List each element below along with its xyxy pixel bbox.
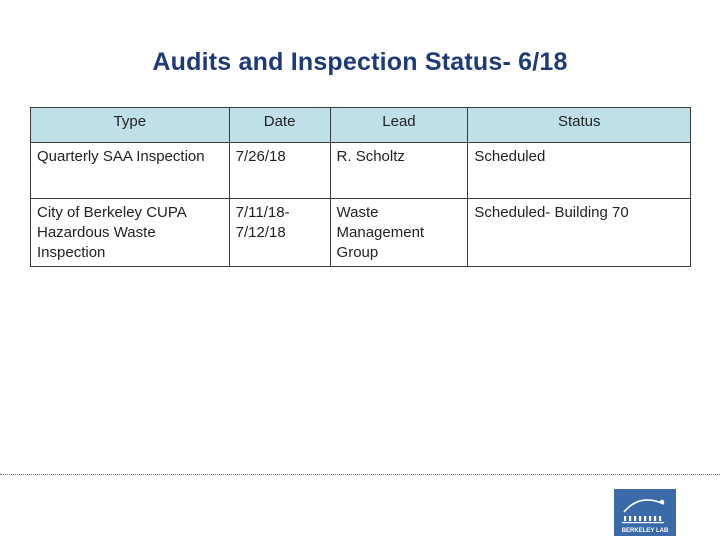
cell-status: Scheduled- Building 70 — [468, 199, 691, 267]
header-type: Type — [31, 108, 230, 143]
table-header-row — [31, 108, 691, 143]
berkeley-lab-logo — [614, 489, 676, 536]
table-row — [31, 199, 691, 267]
cell-type: Quarterly SAA Inspection — [31, 143, 230, 199]
audit-status-table — [30, 107, 691, 267]
cell-status: Scheduled — [468, 143, 691, 199]
cell-date: 7/26/18 — [229, 143, 330, 199]
cell-lead: R. Scholtz — [330, 143, 468, 199]
header-date: Date — [229, 108, 330, 143]
footer-divider — [0, 474, 720, 475]
cell-lead: Waste Management Group — [330, 199, 468, 267]
header-status: Status — [468, 108, 691, 143]
table-row — [31, 143, 691, 199]
cell-type: City of Berkeley CUPA Hazardous Waste Inspection — [31, 199, 230, 267]
cell-date: 7/11/18-7/12/18 — [229, 199, 330, 267]
slide-title: Audits and Inspection Status- 6/18 — [152, 48, 568, 76]
header-lead: Lead — [330, 108, 468, 143]
logo-dot — [660, 500, 664, 504]
logo-text: BERKELEY LAB — [621, 528, 669, 534]
